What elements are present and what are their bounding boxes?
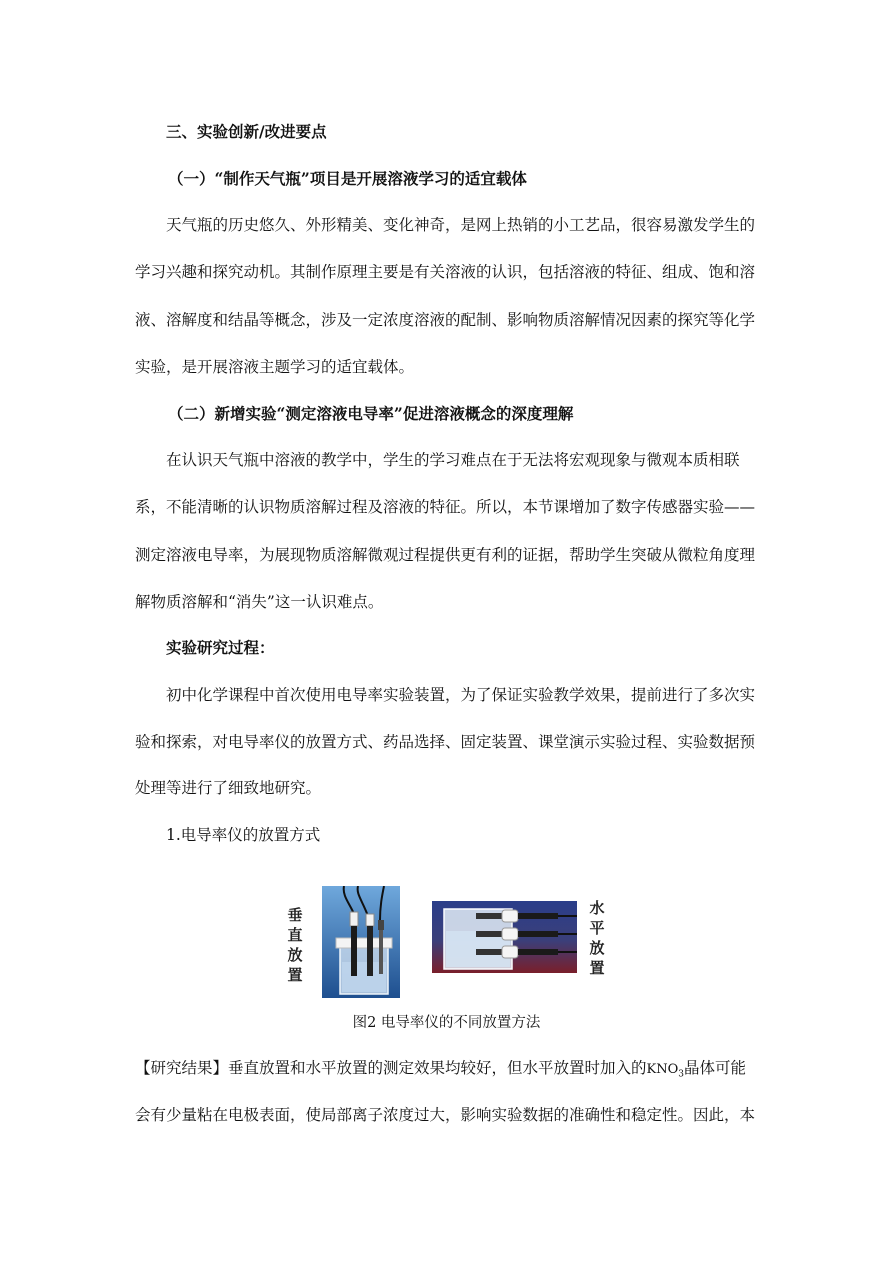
paragraph-2-line-1: 在认识天气瓶中溶液的教学中，学生的学习难点在于无法将宏观现象与微观本质相联	[166, 451, 740, 469]
paragraph-2-line-2: 系，不能清晰的认识物质溶解过程及溶液的特征。所以，本节课增加了数字传感器实验——	[135, 498, 756, 516]
paragraph-3-line-3: 处理等进行了细致地研究。	[135, 779, 322, 797]
figure-caption: 图2 电导率仪的不同放置方法	[352, 1015, 541, 1031]
horizontal-placement-label: 水 平 放 置	[589, 899, 605, 977]
horizontal-placement-photo	[432, 901, 577, 973]
research-heading: 实验研究过程：	[166, 638, 275, 657]
paragraph-2-line-3: 测定溶液电导率，为展现物质溶解微观过程提供更有利的证据，帮助学生突破从微粒角度理	[135, 546, 756, 564]
result-line-1	[135, 1058, 746, 1085]
section-heading: 三、实验创新/改进要点	[166, 122, 327, 141]
result-line-2: 会有少量粘在电极表面，使局部离子浓度过大，影响实验数据的准确性和稳定性。因此，本	[135, 1106, 756, 1124]
vertical-placement-photo	[322, 886, 400, 998]
subsection-heading-2: （二）新增实验“测定溶液电导率”促进溶液概念的深度理解	[168, 404, 574, 423]
paragraph-1-line-4: 实验，是开展溶液主题学习的适宜载体。	[135, 358, 415, 376]
result-text-pre: 【研究结果】垂直放置和水平放置的测定效果均较好，但水平放置时加入的	[135, 1059, 647, 1077]
list-item-1: 1.电导率仪的放置方式	[166, 826, 321, 844]
paragraph-3-line-1: 初中化学课程中首次使用电导率实验装置，为了保证实验教学效果，提前进行了多次实	[166, 686, 756, 704]
result-text-post: 晶体可能	[684, 1059, 747, 1077]
paragraph-1-line-2: 学习兴趣和探究动机。其制作原理主要是有关溶液的认识，包括溶液的特征、组成、饱和溶	[135, 263, 756, 281]
paragraph-1-line-1: 天气瓶的历史悠久、外形精美、变化神奇，是网上热销的小工艺品，很容易激发学生的	[166, 216, 756, 234]
paragraph-2-line-4: 解物质溶解和“消失”这一认识难点。	[135, 593, 384, 611]
conductivity-meter-figure	[0, 878, 893, 1008]
subsection-heading-1: （一）“制作天气瓶”项目是开展溶液学习的适宜载体	[168, 169, 527, 188]
paragraph-1-line-3: 液、溶解度和结晶等概念，涉及一定浓度溶液的配制、影响物质溶解情况因素的探究等化学	[135, 311, 756, 329]
formula-kno3: $KNO_3$	[646, 1062, 684, 1080]
vertical-placement-label: 垂 直 放 置	[287, 906, 303, 984]
paragraph-3-line-2: 验和探索，对电导率仪的放置方式、药品选择、固定装置、课堂演示实验过程、实验数据预	[135, 733, 756, 751]
